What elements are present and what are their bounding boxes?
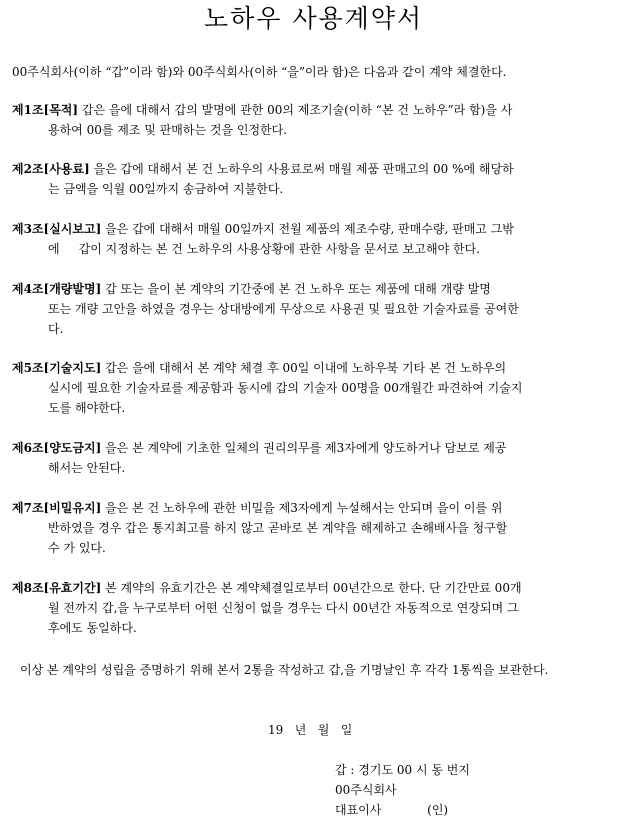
- article-first-line: [12, 498, 615, 518]
- article-first-line: [12, 100, 615, 120]
- article-5: [12, 358, 615, 418]
- intro-paragraph: 00주식회사(이하 “갑”이라 함)와 00주식회사(이하 “을”이라 함)은 다음과 같이 계약 체결한다.: [12, 65, 507, 79]
- article-heading: 제1조[목적]: [12, 103, 79, 117]
- article-text: 을은 본 계약에 기초한 일체의 권리의무를 제3자에게 양도하거나 담보로 제공: [105, 441, 507, 455]
- article-text: 을은 갑에 대해서 매월 00일까지 전월 제품의 제조수량, 판매수량, 판매고 그밖: [105, 222, 514, 236]
- article-continuation-line: 수 가 있다.: [48, 541, 106, 555]
- article-continuation-line: 용하여 00를 제조 및 판매하는 것을 인정한다.: [48, 123, 288, 137]
- article-continuation-line: 도를 해야한다.: [48, 401, 126, 415]
- article-continuation-line: 해서는 안된다.: [48, 461, 126, 475]
- article-continuation-line: 다.: [48, 322, 64, 336]
- signature-representative: 대표이사 (인): [335, 803, 449, 817]
- article-text: 갑은 을에 대해서 갑의 발명에 관한 00의 제조기술(이하 “본 건 노하우”라 함)을 사: [81, 103, 513, 117]
- article-4: [12, 279, 615, 339]
- article-heading: 제4조[개량발명]: [12, 282, 102, 296]
- article-2: [12, 159, 615, 199]
- article-continuation-line: 반하였을 경우 갑은 통지최고를 하지 않고 곧바로 본 계약을 해제하고 손해배사을 청구할: [48, 521, 508, 535]
- article-7: [12, 498, 615, 558]
- article-first-line: [12, 159, 615, 179]
- article-heading: 제3조[실시보고]: [12, 222, 102, 236]
- article-8: [12, 578, 615, 638]
- article-heading: 제2조[사용료]: [12, 162, 90, 176]
- article-text: 갑 또는 을이 본 계약의 기간중에 본 건 노하우 또는 제품에 대해 개량 발명: [105, 282, 491, 296]
- article-first-line: [12, 438, 615, 458]
- article-first-line: [12, 279, 615, 299]
- article-6: [12, 438, 615, 478]
- article-continuation-line: 에 갑이 지정하는 본 건 노하우의 사용상황에 관한 사항을 문서로 보고해야 한다.: [48, 242, 480, 256]
- article-heading: 제6조[양도금지]: [12, 441, 102, 455]
- article-continuation-line: 는 금액을 익월 00일까지 송금하여 지불한다.: [48, 182, 284, 196]
- signature-address: 갑 : 경기도 00 시 동 번지: [335, 763, 470, 777]
- article-first-line: [12, 219, 615, 239]
- article-continuation-line: 후에도 동일하다.: [48, 621, 137, 635]
- article-text: 을은 본 건 노하우에 관한 비밀을 제3자에게 누설해서는 안되며 을이 이를 위: [105, 501, 503, 515]
- article-continuation-line: 월 전까지 갑,을 누구로부터 어떤 신청이 없을 경우는 다시 00년간 자동적으로 연장되며 그: [48, 601, 519, 615]
- article-continuation-line: 실시에 필요한 기술자료를 제공함과 동시에 갑의 기술자 00명을 00개월간 파견하여 기술지: [48, 381, 523, 395]
- signature-company: 00주식회사: [335, 783, 397, 797]
- date-line: 19 년 월 일: [268, 723, 353, 737]
- article-text: 을은 갑에 대해서 본 건 노하우의 사용료로써 매월 제품 판매고의 00 %에 해당하: [93, 162, 514, 176]
- article-continuation-line: 또는 개량 고안을 하였을 경우는 상대방에게 무상으로 사용권 및 필요한 기술자료를 공여한: [48, 302, 519, 316]
- article-text: 갑은 을에 대해서 본 계약 체결 후 00일 이내에 노하우북 기타 본 건 노하우의: [105, 361, 507, 375]
- closing-paragraph: 이상 본 계약의 성립을 증명하기 위해 본서 2통을 작성하고 갑,을 기명날인 후 각각 1통씩을 보관한다.: [20, 663, 549, 677]
- article-first-line: [12, 578, 615, 598]
- article-1: [12, 100, 615, 140]
- article-heading: 제8조[유효기간]: [12, 581, 102, 595]
- article-heading: 제7조[비밀유지]: [12, 501, 102, 515]
- article-heading: 제5조[기술지도]: [12, 361, 102, 375]
- article-first-line: [12, 358, 615, 378]
- article-text: 본 계약의 유효기간은 본 계약체결일로부터 00년간으로 한다. 단 기간만료 00개: [105, 581, 522, 595]
- article-3: [12, 219, 615, 259]
- document-title: 노하우 사용계약서: [203, 4, 424, 33]
